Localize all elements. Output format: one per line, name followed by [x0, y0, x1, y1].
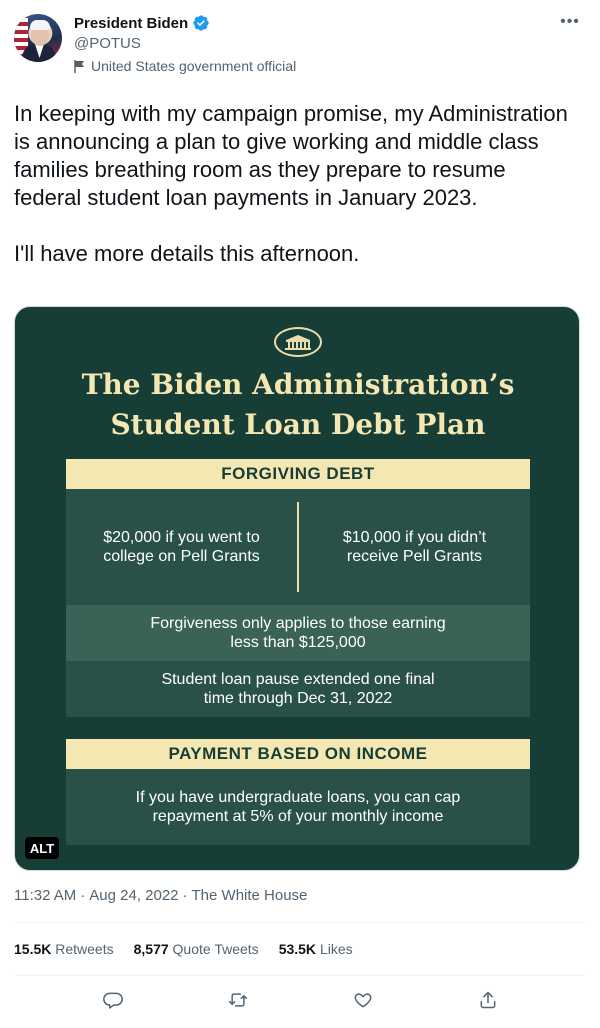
tweet-text: [14, 100, 574, 268]
flag-icon: [74, 60, 86, 73]
tweet-image[interactable]: [14, 306, 580, 871]
income-cap-note: If you have undergraduate loans, you can cap repayment at 5% of your monthly income: [66, 769, 530, 845]
section-heading-payment-income: PAYMENT BASED ON INCOME: [66, 739, 530, 769]
divider: [14, 975, 586, 976]
white-house-seal-icon: [274, 327, 322, 357]
engagement-stats: [14, 941, 353, 957]
author-display-name[interactable]: President Biden: [74, 14, 189, 32]
share-button[interactable]: [471, 985, 505, 1015]
divider: [14, 922, 586, 923]
pause-extension-note: Student loan pause extended one final time through Dec 31, 2022: [66, 661, 530, 717]
forgiveness-amounts-panel: [66, 489, 530, 605]
reply-icon: [103, 990, 123, 1010]
author-name-row[interactable]: [74, 14, 210, 32]
share-icon: [478, 990, 498, 1010]
author-handle[interactable]: @POTUS: [74, 35, 141, 52]
tweet-actions: [0, 985, 600, 1015]
reply-button[interactable]: [96, 985, 130, 1015]
government-label[interactable]: [74, 58, 296, 74]
tweet-source[interactable]: The White House: [191, 887, 308, 904]
tweet-date[interactable]: Aug 24, 2022: [89, 887, 179, 904]
tweet-paragraph: I'll have more details this afternoon.: [14, 241, 360, 266]
retweet-button[interactable]: [221, 985, 255, 1015]
section-heading-forgiving-debt: FORGIVING DEBT: [66, 459, 530, 489]
avatar[interactable]: [14, 14, 62, 62]
government-label-text: United States government official: [91, 58, 297, 74]
likes-stat[interactable]: 53.5K Likes: [278, 941, 353, 957]
alt-text-badge[interactable]: ALT: [25, 837, 59, 859]
like-button[interactable]: [346, 985, 380, 1015]
quote-tweets-stat[interactable]: 8,577 Quote Tweets: [133, 941, 259, 957]
non-pell-amount: $10,000 if you didn’t receive Pell Grants: [342, 529, 487, 565]
verified-badge-icon: [192, 14, 210, 32]
pell-grant-amount: $20,000 if you went to college on Pell Grants: [103, 529, 260, 565]
tweet-paragraph: In keeping with my campaign promise, my Administration is announcing a plan to give working and middle class families breathing room as they prepare to resume federal student loan payments in January 2023.: [14, 101, 568, 210]
income-limit-note: Forgiveness only applies to those earning less than $125,000: [66, 605, 530, 661]
retweets-stat[interactable]: 15.5K Retweets: [14, 941, 114, 957]
card-title: The Biden Administration’s Student Loan Debt Plan: [81, 368, 515, 441]
more-icon[interactable]: •••: [560, 13, 580, 30]
tweet-meta: 11:32 AM · Aug 24, 2022 · The White House: [14, 887, 308, 904]
retweet-icon: [228, 990, 248, 1010]
tweet-time[interactable]: 11:32 AM: [14, 887, 77, 904]
heart-icon: [353, 990, 373, 1010]
